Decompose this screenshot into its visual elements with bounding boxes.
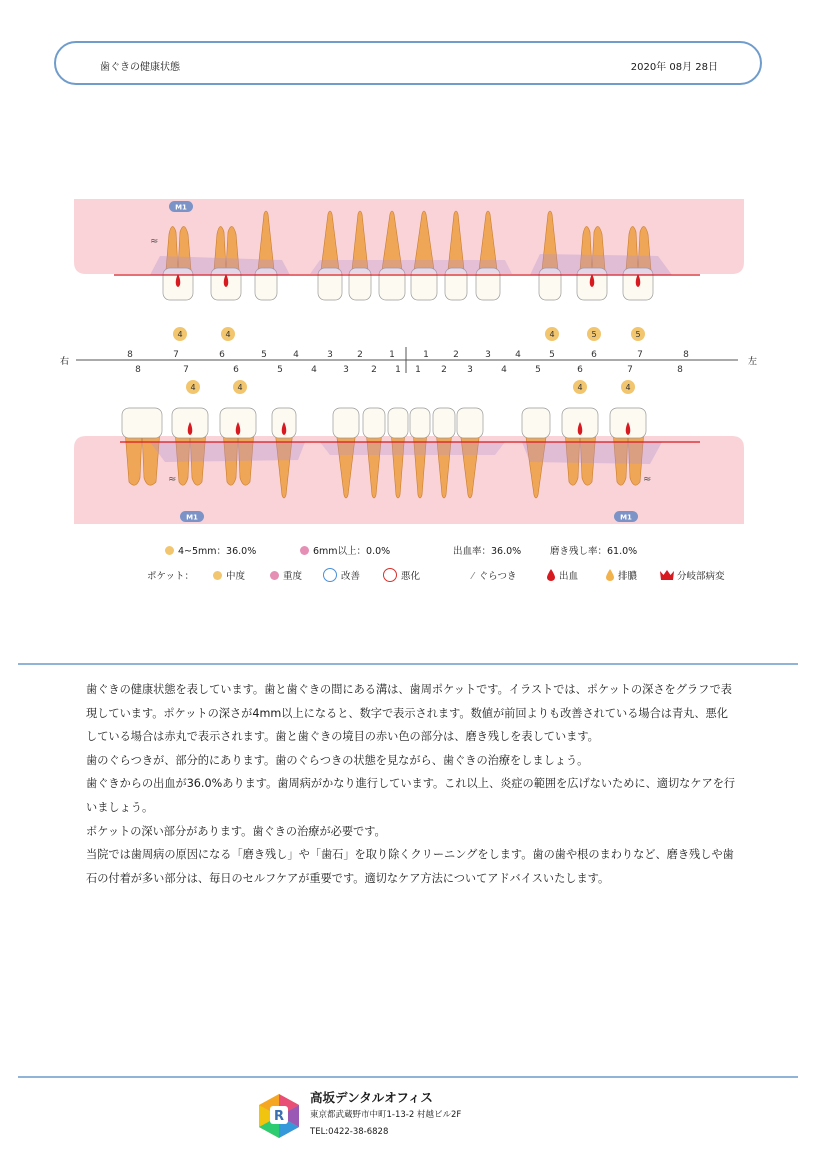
pocket-depth-value: 4 xyxy=(177,330,183,339)
pocket-depth-value: 4 xyxy=(625,383,631,392)
tooth-number: 2 xyxy=(441,365,447,375)
tooth-number: 4 xyxy=(501,365,507,375)
tooth-number: 6 xyxy=(219,350,225,360)
clinic-name: 高坂デンタルオフィス xyxy=(310,1090,433,1105)
clinic-address: 東京都武蔵野市中町1-13-2 村越ビル2F xyxy=(310,1110,462,1120)
dental-chart xyxy=(0,190,816,530)
stat-severe: 6mm以上：0.0% xyxy=(300,543,390,557)
tooth-number: 6 xyxy=(577,365,583,375)
side-left-label: 左 xyxy=(748,357,758,367)
upper-pocket-band-left xyxy=(530,254,672,275)
pocket-depth-badge xyxy=(621,380,635,394)
mobility-mark-upper-right: ≈ xyxy=(150,236,159,247)
lower-pocket-band-front xyxy=(320,442,505,455)
clinic-logo-icon xyxy=(256,1092,302,1138)
m1-badge-lower-right xyxy=(180,511,204,522)
tooth-number: 8 xyxy=(683,350,689,360)
pocket-depth-value: 4 xyxy=(190,383,196,392)
svg-text:M1: M1 xyxy=(175,203,187,212)
tooth-number: 2 xyxy=(357,350,363,360)
pocket-depth-badge xyxy=(233,380,247,394)
tooth-number: 2 xyxy=(453,350,459,360)
paragraph: 歯ぐきの健康状態を表しています。歯と歯ぐきの間にある溝は、歯周ポケットです。イラストでは、ポケットの深さをグラフで表現しています。ポケットの深さが4mm以上になると、数字で表示されます。数値が前回よりも改善されている場合は青丸、悪化している場合は赤丸で表示されます。歯と歯ぐきの境目の赤い色の部分は、磨き残しを表しています。 xyxy=(86,683,732,744)
legend-moderate: 中度 xyxy=(213,568,245,582)
tooth-number: 4 xyxy=(311,365,317,375)
crown-icon xyxy=(660,570,674,580)
pocket-depth-value: 4 xyxy=(225,330,231,339)
pocket-depth-value: 5 xyxy=(591,330,597,339)
tooth-number: 1 xyxy=(395,365,401,375)
tooth-number: 6 xyxy=(591,350,597,360)
pocket-depth-badge xyxy=(186,380,200,394)
tooth-number: 7 xyxy=(183,365,189,375)
section-divider xyxy=(18,663,798,665)
tooth-number: 4 xyxy=(293,350,299,360)
tooth-number: 8 xyxy=(677,365,683,375)
tooth-number: 1 xyxy=(389,350,395,360)
tooth-number: 8 xyxy=(135,365,141,375)
svg-text:R: R xyxy=(273,1109,285,1124)
paragraph: ポケットの深い部分があります。歯ぐきの治療が必要です。 xyxy=(86,824,386,838)
svg-text:M1: M1 xyxy=(186,513,198,522)
report-date: 2020年 08月 28日 xyxy=(630,62,718,73)
page-title: 歯ぐきの健康状態 xyxy=(100,62,180,73)
mobility-mark-lower-right: ≈ xyxy=(168,474,177,485)
legend-bleeding: 出血 xyxy=(547,568,578,582)
header-bar xyxy=(54,41,762,85)
tooth-number: 3 xyxy=(343,365,349,375)
stat-moderate: 4~5mm：36.0% xyxy=(165,543,256,557)
tooth-number: 1 xyxy=(415,365,421,375)
severe-icon xyxy=(270,571,279,580)
tooth-number: 5 xyxy=(535,365,541,375)
legend-improved: 改善 xyxy=(323,568,360,582)
blood-drop-icon xyxy=(547,569,555,581)
paragraph: 当院では歯周病の原因になる「磨き残し」や「歯石」を取り除くクリーニングをします。歯の歯や根のまわりなど、磨き残しや歯石の付着が多い部分は、毎日のセルフケアが重要です。適切なケア方法についてアドバイスいたします。 xyxy=(86,848,734,885)
pocket-depth-value: 4 xyxy=(577,383,583,392)
tooth-number: 7 xyxy=(637,350,643,360)
pocket-depth-badge xyxy=(173,327,187,341)
tooth-number: 3 xyxy=(467,365,473,375)
svg-text:M1: M1 xyxy=(620,513,632,522)
tooth-numbers xyxy=(127,350,689,375)
pus-drop-icon xyxy=(606,569,614,581)
explanation-text xyxy=(86,678,736,890)
severe-dot xyxy=(300,546,309,555)
stat-plaque: 磨き残し率：61.0% xyxy=(550,546,638,557)
tooth-number: 7 xyxy=(627,365,633,375)
stat-bleeding: 出血率：36.0% xyxy=(453,546,522,557)
tooth-number: 8 xyxy=(127,350,133,360)
tooth-number: 5 xyxy=(277,365,283,375)
tooth-number: 3 xyxy=(485,350,491,360)
legend-pus: 排膿 xyxy=(606,568,637,582)
mobility-mark-lower-left: ≈ xyxy=(643,474,652,485)
mobility-icon: ⁄ xyxy=(472,571,474,582)
tooth-number: 2 xyxy=(371,365,377,375)
legend-severe: 重度 xyxy=(270,568,302,582)
side-right-label: 右 xyxy=(60,357,70,367)
m1-badge-upper xyxy=(169,201,193,212)
worsened-circle-icon xyxy=(383,568,397,582)
moderate-dot xyxy=(165,546,174,555)
improved-circle-icon xyxy=(323,568,337,582)
paragraph: 歯ぐきからの出血が36.0%あります。歯周病がかなり進行しています。これ以上、炎症の範囲を広げないために、適切なケアを行いましょう。 xyxy=(86,777,736,814)
legend-furcation: 分岐部病変 xyxy=(660,568,725,582)
pocket-depth-value: 4 xyxy=(237,383,243,392)
paragraph: 歯のぐらつきが、部分的にあります。歯のぐらつきの状態を見ながら、歯ぐきの治療をしましょう。 xyxy=(86,753,589,767)
legend-worsened: 悪化 xyxy=(383,568,420,582)
tooth-number: 5 xyxy=(261,350,267,360)
legend-pocket-label: ポケット： xyxy=(147,571,195,582)
moderate-icon xyxy=(213,571,222,580)
legend-mobility: ⁄ ぐらつき xyxy=(472,571,517,582)
clinic-phone: TEL:0422-38-6828 xyxy=(310,1127,389,1137)
m1-badge-lower-left xyxy=(614,511,638,522)
tooth-number: 5 xyxy=(549,350,555,360)
footer-divider xyxy=(18,1076,798,1078)
tooth-number: 3 xyxy=(327,350,333,360)
tooth-number: 4 xyxy=(515,350,521,360)
lower-pocket-band-right xyxy=(150,442,305,462)
pocket-depth-badge xyxy=(221,327,235,341)
pocket-depth-badge xyxy=(631,327,645,341)
pocket-depth-badge xyxy=(545,327,559,341)
lower-pocket-band-left xyxy=(522,442,662,464)
pocket-depth-value: 5 xyxy=(635,330,641,339)
upper-pocket-band-front xyxy=(310,260,512,274)
tooth-number: 1 xyxy=(423,350,429,360)
pocket-depth-badge xyxy=(587,327,601,341)
pocket-depth-value: 4 xyxy=(549,330,555,339)
pocket-depth-badge xyxy=(573,380,587,394)
tooth-number: 6 xyxy=(233,365,239,375)
tooth-number: 7 xyxy=(173,350,179,360)
